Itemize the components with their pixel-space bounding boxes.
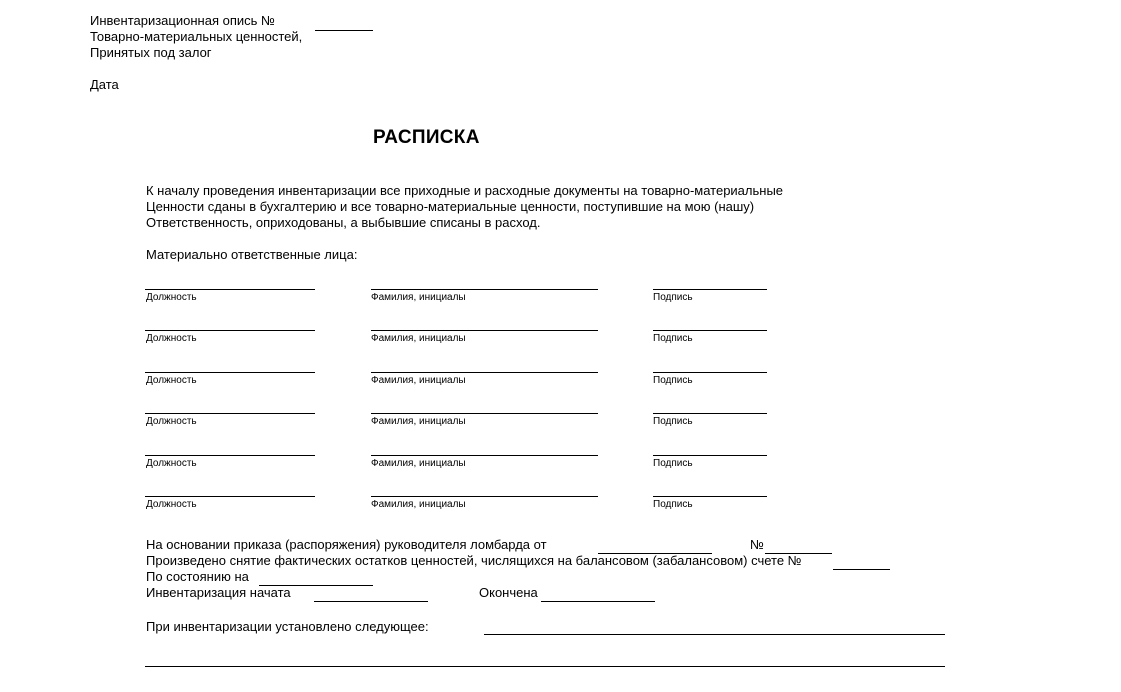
findings-blank-line-2[interactable] — [145, 666, 945, 667]
name-caption: Фамилия, инициалы — [371, 499, 466, 510]
name-blank[interactable] — [371, 372, 598, 373]
signature-caption: Подпись — [653, 333, 693, 344]
signature-blank[interactable] — [653, 330, 767, 331]
position-blank[interactable] — [145, 413, 315, 414]
name-caption: Фамилия, инициалы — [371, 375, 466, 386]
name-caption: Фамилия, инициалы — [371, 416, 466, 427]
position-blank[interactable] — [145, 455, 315, 456]
name-blank[interactable] — [371, 413, 598, 414]
signature-blank[interactable] — [653, 496, 767, 497]
name-blank[interactable] — [371, 330, 598, 331]
name-caption: Фамилия, инициалы — [371, 292, 466, 303]
signature-caption: Подпись — [653, 416, 693, 427]
signature-caption: Подпись — [653, 458, 693, 469]
signature-caption: Подпись — [653, 499, 693, 510]
signature-blank[interactable] — [653, 372, 767, 373]
name-caption: Фамилия, инициалы — [371, 458, 466, 469]
signature-caption: Подпись — [653, 292, 693, 303]
position-caption: Должность — [146, 292, 197, 303]
name-blank[interactable] — [371, 496, 598, 497]
position-caption: Должность — [146, 375, 197, 386]
inventory-number-blank[interactable] — [315, 30, 373, 31]
inventory-subtitle: Товарно-материальных ценностей, — [90, 29, 303, 44]
order-basis-text: На основании приказа (распоряжения) руководителя ломбарда от — [146, 537, 547, 552]
findings-blank-line-1[interactable] — [484, 634, 945, 635]
name-blank[interactable] — [371, 455, 598, 456]
position-caption: Должность — [146, 499, 197, 510]
position-caption: Должность — [146, 416, 197, 427]
intro-line-2: Ценности сданы в бухгалтерию и все товарно-материальные ценности, поступившие на мою (нашу) — [146, 199, 755, 214]
date-label: Дата — [90, 77, 119, 92]
position-blank[interactable] — [145, 289, 315, 290]
inventory-finished-label: Окончена — [479, 585, 538, 600]
responsible-persons-label: Материально ответственные лица: — [146, 247, 358, 262]
page-title: РАСПИСКА — [373, 127, 480, 148]
inventory-list-label: Инвентаризационная опись № — [90, 13, 275, 28]
order-number-sign: № — [750, 537, 764, 552]
position-blank[interactable] — [145, 330, 315, 331]
inventory-started-label: Инвентаризация начата — [146, 585, 291, 600]
signature-caption: Подпись — [653, 375, 693, 386]
position-caption: Должность — [146, 333, 197, 344]
account-number-blank[interactable] — [833, 569, 890, 570]
finished-date-blank[interactable] — [541, 601, 655, 602]
intro-line-3: Ответственность, оприходованы, а выбывшие списаны в расход. — [146, 215, 541, 230]
signature-blank[interactable] — [653, 455, 767, 456]
findings-label: При инвентаризации установлено следующее: — [146, 619, 429, 634]
state-as-of-label: По состоянию на — [146, 569, 249, 584]
intro-line-1: К началу проведения инвентаризации все приходные и расходные документы на товарно-материальные — [146, 183, 784, 198]
removal-text: Произведено снятие фактических остатков ценностей, числящихся на балансовом (забалансовом) счете № — [146, 553, 802, 568]
position-blank[interactable] — [145, 496, 315, 497]
position-blank[interactable] — [145, 372, 315, 373]
signature-blank[interactable] — [653, 413, 767, 414]
started-date-blank[interactable] — [314, 601, 428, 602]
name-blank[interactable] — [371, 289, 598, 290]
signature-blank[interactable] — [653, 289, 767, 290]
position-caption: Должность — [146, 458, 197, 469]
name-caption: Фамилия, инициалы — [371, 333, 466, 344]
inventory-pledge-label: Принятых под залог — [90, 45, 212, 60]
